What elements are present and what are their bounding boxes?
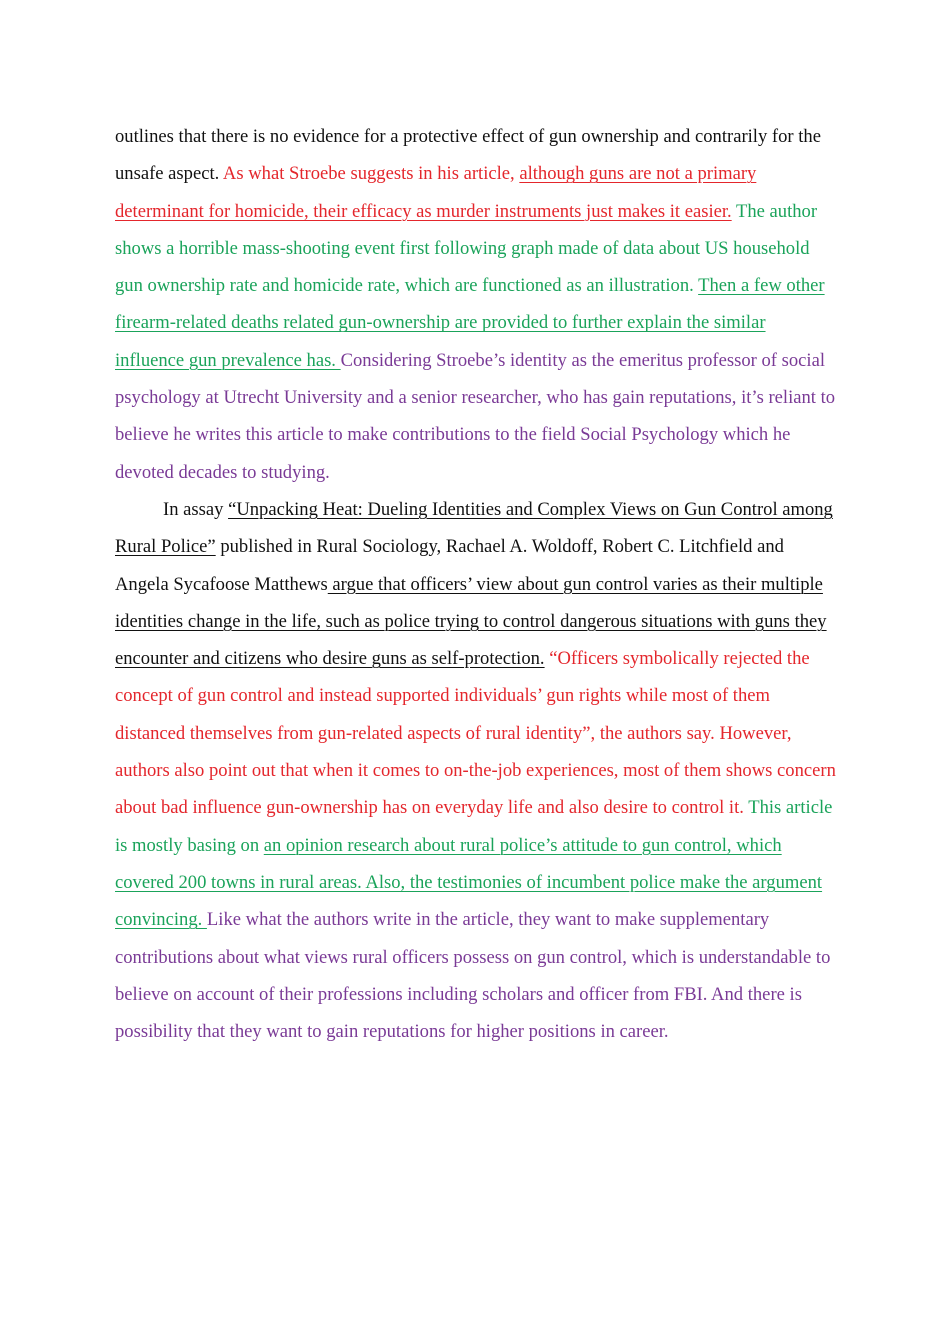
p1-claim-underlined: although guns are not a primary determinant for homicide, their efficacy as murder instruments just makes it easier. [115,163,757,222]
p2-thesis-underlined: argue that officers’ view about gun control varies as their multiple identities change in the life, such as police trying to control dangerous situations with guns they encounter and citizens who desire guns as self-protection. [115,573,827,670]
p2-intro: In assay [163,498,229,520]
p1-evidence-text: The author shows a horrible mass-shooting event first following graph made of data about US household gun ownership rate and homicide rate, which are functioned as an illustration. [115,200,818,297]
p1-evidence-underlined: Then a few other firearm-related deaths related gun-ownership are provided to further explain the similar influence gun prevalence has. [115,275,825,371]
document-body [115,118,837,1050]
p2-evidence-intro: This article is mostly basing on [115,797,833,856]
paragraph-2 [115,491,837,1050]
p2-quote-text: “Officers symbolically rejected the concept of gun control and instead supported individuals’ gun rights while most of them distanced themselves from gun-related aspects of rural identity”, the authors say. However, authors also point out that when it comes to on-the-job experiences, most of them shows concern about bad influence gun-ownership has on everyday life and also desire to control it. [115,648,836,819]
p1-summary-text: outlines that there is no evidence for a protective effect of gun ownership and contrarily for the unsafe aspect. [115,126,821,185]
p1-claim-intro: As what Stroebe suggests in his article, [219,163,520,185]
p2-evidence-underlined: an opinion research about rural police’s attitude to gun control, which covered 200 towns in rural areas. Also, the testimonies of incumbent police make the argument convincing. [115,834,823,931]
paragraph-1 [115,118,837,491]
p2-author-purpose: Like what the authors write in the article, they want to make supplementary contributions about what views rural officers possess on gun control, which is understandable to believe on account of their professions including scholars and officer from FBI. And there is possibility that they want to gain reputations for higher positions in career. [115,909,831,1043]
p2-article-title: “Unpacking Heat: Dueling Identities and Complex Views on Gun Control among Rural Police” [115,498,833,558]
p1-author-purpose: Considering Stroebe’s identity as the emeritus professor of social psychology at Utrecht University and a senior researcher, who has gain reputations, it’s reliant to believe he writes this article to make contributions to the field Social Psychology which he devoted decades to studying. [115,349,836,483]
p2-publication-authors: published in Rural Sociology, Rachael A. Woldoff, Robert C. Litchfield and Angela Sycafoose Matthews [115,536,784,595]
